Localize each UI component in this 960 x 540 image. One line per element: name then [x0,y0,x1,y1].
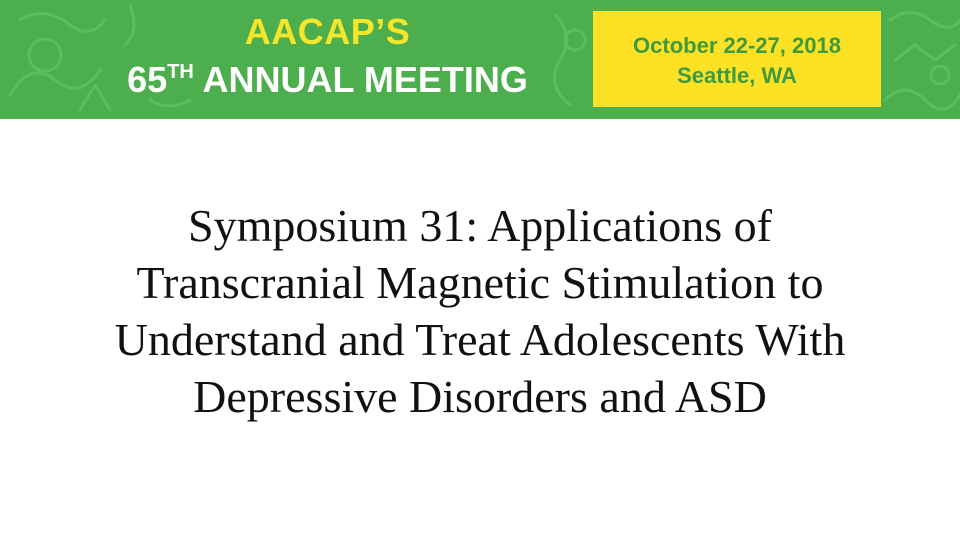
session-title-line: Understand and Treat Adolescents With [114,314,846,365]
meeting-title [115,11,540,100]
session-title [40,197,920,425]
session-title-line: Depressive Disorders and ASD [193,371,767,422]
session-title-line: Transcranial Magnetic Stimulation to [136,257,824,308]
org-name: AACAP’S [244,11,411,52]
meeting-banner [0,0,960,119]
date-location-box [593,11,881,107]
meeting-name-line [115,59,540,100]
meeting-number: 65 [127,59,168,100]
meeting-name: ANNUAL MEETING [202,59,528,100]
meeting-ordinal-suffix: TH [167,61,194,83]
meeting-dates: October 22-27, 2018 [633,33,841,58]
meeting-location: Seattle, WA [677,63,797,88]
session-title-line: Symposium 31: Applications of [188,200,772,251]
